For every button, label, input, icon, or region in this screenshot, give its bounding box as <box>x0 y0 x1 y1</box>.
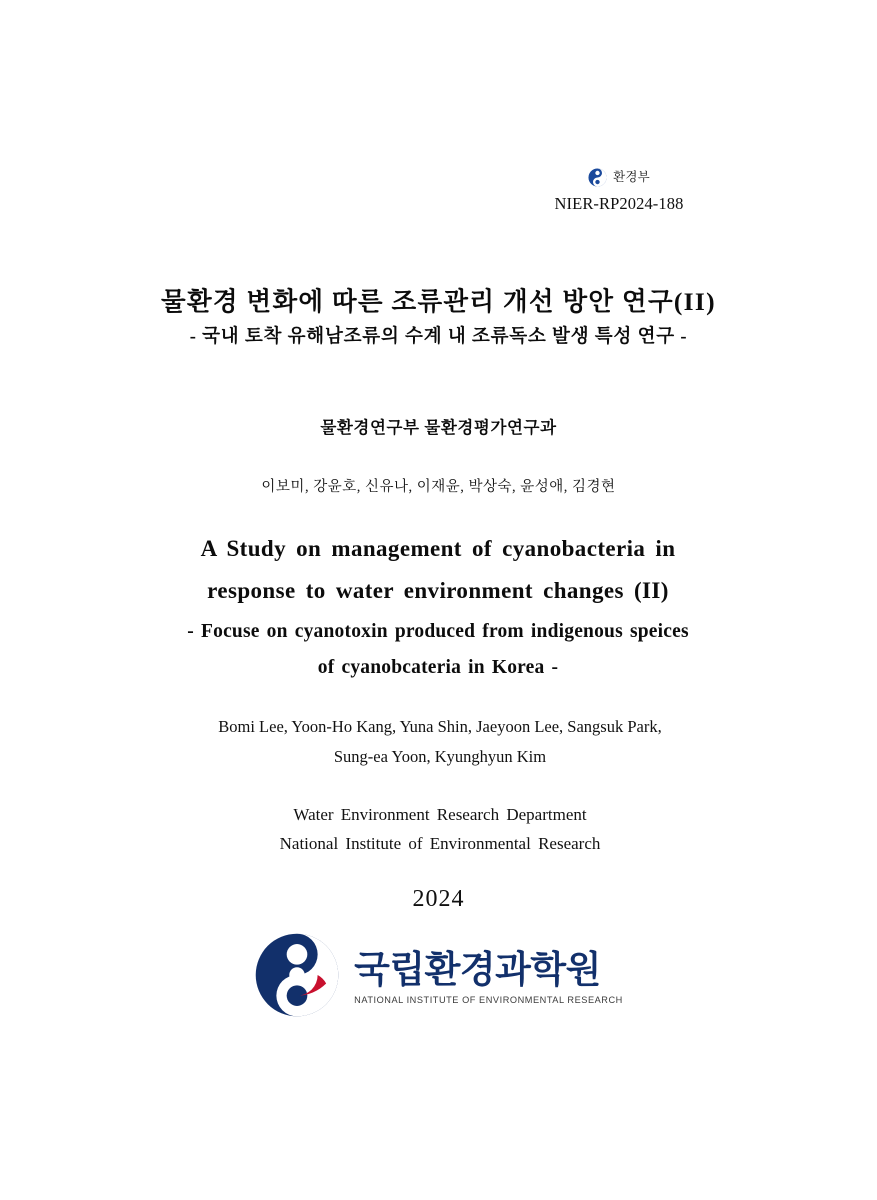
english-authors-line1: Bomi Lee, Yoon-Ho Kang, Yuna Shin, Jaeyoon Lee, Sangsuk Park, <box>218 717 662 736</box>
ministry-row <box>504 166 734 188</box>
english-affiliation <box>120 800 760 858</box>
english-subtitle-line2: of cyanobcateria in Korea - <box>317 657 559 678</box>
institute-text <box>354 945 623 1005</box>
report-number: NIER-RP2024-188 <box>554 194 684 213</box>
english-authors <box>120 712 760 772</box>
english-title <box>138 528 738 612</box>
korean-title: 물환경 변화에 따른 조류관리 개선 방안 연구(II) <box>161 287 716 316</box>
institute-name-en: NATIONAL INSTITUTE OF ENVIRONMENTAL RESEARCH <box>354 994 623 1005</box>
korean-subtitle: - 국내 토착 유해남조류의 수계 내 조류독소 발생 특성 연구 - <box>189 327 688 347</box>
korean-department: 물환경연구부 물환경평가연구과 <box>320 418 557 437</box>
institute-name-kr: 국립환경과학원 <box>354 949 601 991</box>
english-title-line1: A Study on management of cyanobacteria in <box>200 536 676 561</box>
affiliation-line2: National Institute of Environmental Research <box>279 834 601 853</box>
publication-year: 2024 <box>412 886 465 912</box>
taegeuk-institute-icon <box>254 932 340 1018</box>
english-title-line2: response to water environment changes (II) <box>207 578 669 603</box>
affiliation-line1: Water Environment Research Department <box>293 805 587 824</box>
taegeuk-ministry-icon <box>588 168 607 187</box>
institute-logo-block <box>0 932 877 1018</box>
korean-authors: 이보미, 강윤호, 신유나, 이재윤, 박상숙, 윤성애, 김경현 <box>261 479 616 495</box>
english-subtitle-line1: - Focuse on cyanotoxin produced from indigenous speices <box>187 621 689 642</box>
ministry-identity-block <box>504 166 734 214</box>
english-subtitle <box>108 614 768 686</box>
ministry-name: 환경부 <box>613 169 650 184</box>
english-authors-line2: Sung-ea Yoon, Kyunghyun Kim <box>333 747 547 766</box>
